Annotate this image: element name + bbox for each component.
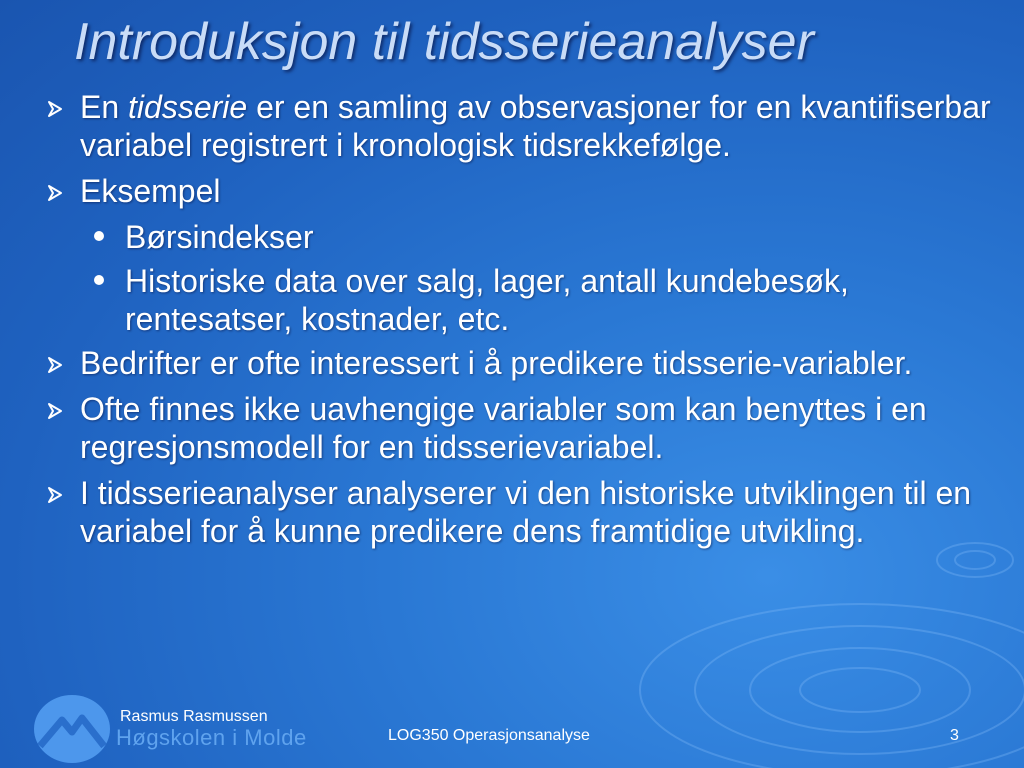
bullet-term: tidsserie [128,89,248,125]
bullet-list [42,88,1002,558]
footer-course: LOG350 Operasjonsanalyse [388,727,590,744]
bullet-text: Bedrifter er ofte interessert i å predikere tidsserie-variabler. [80,345,913,381]
arrow-bullet-icon [46,486,64,504]
bullet-text: Ofte finnes ikke uavhengige variabler som kan benyttes i en regresjonsmodell for en tidsserievariabel. [80,391,927,465]
mountain-logo-icon [32,694,112,764]
bullet-item [42,344,1002,382]
school-logo-text: Høgskolen i Molde [116,725,307,750]
bullet-item [42,390,1002,466]
bullet-item [42,172,1002,210]
sub-bullet-item [42,262,1002,338]
bullet-item [42,88,1002,164]
arrow-bullet-icon [46,356,64,374]
bullet-text-prefix: En [80,89,129,125]
footer-author: Rasmus Rasmussen [120,708,268,725]
sub-bullet-text: Historiske data over salg, lager, antall kundebesøk, rentesatser, kostnader, etc. [125,263,849,337]
sub-bullet-text: Børsindekser [125,219,314,255]
bullet-text-rest: er en samling av observasjoner for en kvantifiserbar variabel registrert i kronologisk tidsrekkefølge. [80,89,991,163]
arrow-bullet-icon [46,184,64,202]
bullet-text: Eksempel [80,173,221,209]
slide-title: Introduksjon til tidsserieanalyser [74,13,814,71]
slide-number: 3 [950,727,959,744]
bullet-text: I tidsserieanalyser analyserer vi den historiske utviklingen til en variabel for å kunne predikere dens framtidige utvikling. [80,475,972,549]
arrow-bullet-icon [46,100,64,118]
sub-bullet-item [42,218,1002,256]
bullet-item [42,474,1002,550]
arrow-bullet-icon [46,402,64,420]
dot-bullet-icon [94,275,104,285]
dot-bullet-icon [94,231,104,241]
